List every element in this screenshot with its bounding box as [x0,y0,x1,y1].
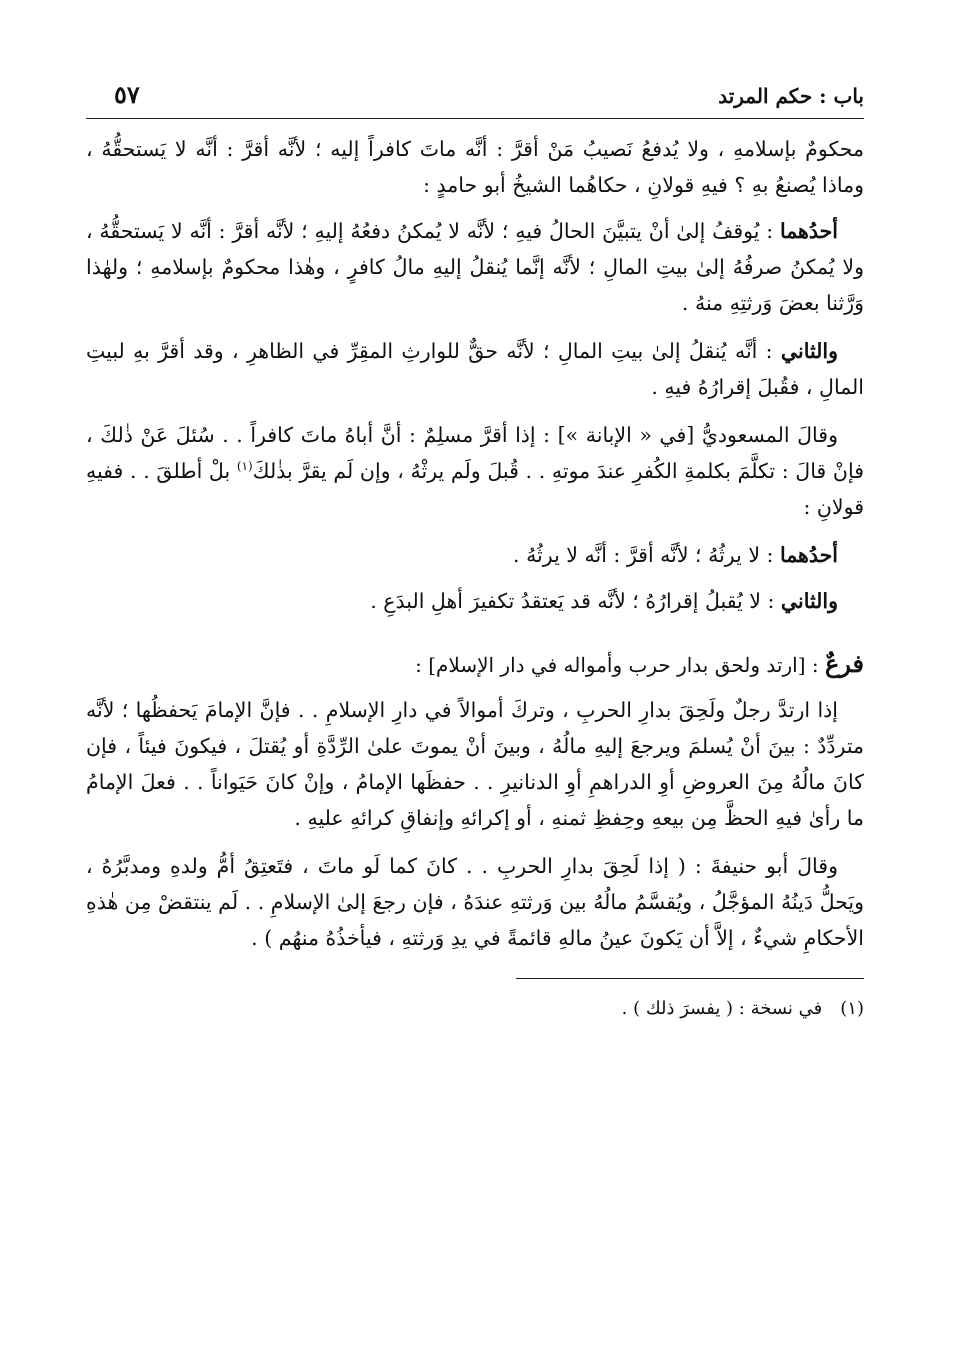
footnote [86,995,864,1023]
paragraph-abu-hanifa: وقالَ أبو حنيفةَ : ( إذا لَحِقَ بدارِ الحربِ . . كانَ كما لَو ماتَ ، فتَعتِقُ أمُّ ولدهِ ومدبَّرُهُ ، ويَحلُّ دَينُهُ المؤجَّلُ ، ويُقسَّمُ مالُهُ بين وَرثتهِ عندَهُ ، فإن رجعَ إلىٰ الإسلامِ . . لَم ينتقضْ مِن هٰذهِ الأحكامِ شيءٌ ، إلاَّ أن يَكونَ عينُ مالهِ قائمةً في يدِ وَرثتهِ ، فيأخذُهُ منهُم ) . [86,854,864,950]
footnote-number: (١) [840,998,864,1019]
paragraph-masudi [86,417,864,525]
opinion-label: أحدُهما [779,543,838,567]
paragraph-text: بلْ أطلقَ . . ففيهِ قولانِ : [86,459,864,519]
branch-word: فرعٌ [824,649,864,678]
paragraph-first-opinion [86,213,864,321]
section-gap [86,629,864,647]
footnote-divider [516,978,864,979]
branch-title: : [ارتد ولحق بدار حرب وأمواله في دار الإسلام] : [415,653,825,677]
branch-heading [86,647,864,682]
paragraph-text: وقالَ المسعوديُّ [في « الإبانة »] : إذا أقرَّ مسلِمٌ : أنَّ أباهُ ماتَ كافراً . . سُئلَ عَنْ ذٰلكَ ، فإنْ قالَ : تكلَّمَ بكلمةِ الكُفرِ عندَ موتهِ . . قُبلَ ولَم يرثْهُ ، وإن لَم يقرَّ بذٰلكَ [86,423,864,483]
opinion-label: أحدُهما [779,219,838,243]
running-header [86,78,864,119]
opinion-line-2 [86,583,864,619]
page-number: ٥٧ [114,80,140,109]
paragraph-1: محكومٌ بإسلامهِ ، ولا يُدفعُ نَصيبُ مَنْ أقرَّ : أنَّه ماتَ كافراً إليه ؛ لأنَّه أقرَّ : أنَّه لا يَستحقُّهُ ، وماذا يُصنعُ بهِ ؟ فيهِ قولانِ ، حكاهُما الشيخُ أبو حامدٍ : [86,137,864,197]
footnote-text: في نسخة : ( يفسرَ ذلك ) . [621,998,823,1019]
opinion-label: والثاني [780,339,838,363]
opinion-text: : لا يُقبلُ إقرارُهُ ؛ لأنَّه قد يَعتقدُ تكفيرَ أهلِ البدَعِ . [370,589,781,613]
book-page [86,78,864,1338]
opinion-text: : يُوقفُ إلىٰ أنْ يتبيَّنَ الحالُ فيهِ ؛ لأنَّه لا يُمكنُ دفعُهُ إليهِ ؛ لأنَّه أقرَّ : أنَّه لا يَستحقُّهُ ، ولا يُمكنُ صرفُهُ إلىٰ بيتِ المالِ ؛ لأنَّه إنَّما يُنقلُ إليهِ مالُ كافرٍ ، وهٰذا محكومٌ بإسلامهِ ؛ ولهٰذا وَرَّثنا بعضَ وَرثتِهِ منهُ . [86,219,864,315]
opinion-line-1 [86,537,864,573]
paragraph-second-opinion [86,333,864,405]
running-title: باب : حكم المرتد [718,84,864,108]
footnote-reference[interactable]: (١) [236,459,253,474]
opinion-label: والثاني [780,589,838,613]
paragraph-apostate: إذا ارتدَّ رجلٌ ولَحِقَ بدارِ الحربِ ، وتركَ أموالاً في دارِ الإسلامِ . . فإنَّ الإمامَ يَحفظُها ؛ لأنَّه متردِّدٌ : بينَ أنْ يُسلمَ ويرجعَ إليهِ مالُهُ ، وبينَ أنْ يموتَ علىٰ الرِّدَّةِ أو يُقتلَ ، فيكونَ فيئاً ، فإن كانَ مالُهُ مِنَ العروضِ أوِ الدراهمِ أوِ الدنانيرِ . . حفظَها الإمامُ ، وإنْ كانَ حَيَواناً . . فعلَ الإمامُ ما رأىٰ فيهِ الحظَّ مِن بيعهِ وحِفظِ ثمنهِ ، أو إكرائهِ وإنفاقِ كرائهِ عليهِ . [86,698,864,830]
opinion-text: : أنَّه يُنقلُ إلىٰ بيتِ المالِ ؛ لأنَّه حقٌّ للوارثِ المقِرِّ في الظاهرِ ، وقد أقرَّ بهِ لبيتِ المالِ ، فقُبلَ إقرارُهُ فيهِ . [86,339,864,399]
opinion-text: : لا يرثُهُ ؛ لأنَّه أقرَّ : أنَّه لا يرثُهُ . [513,543,780,567]
